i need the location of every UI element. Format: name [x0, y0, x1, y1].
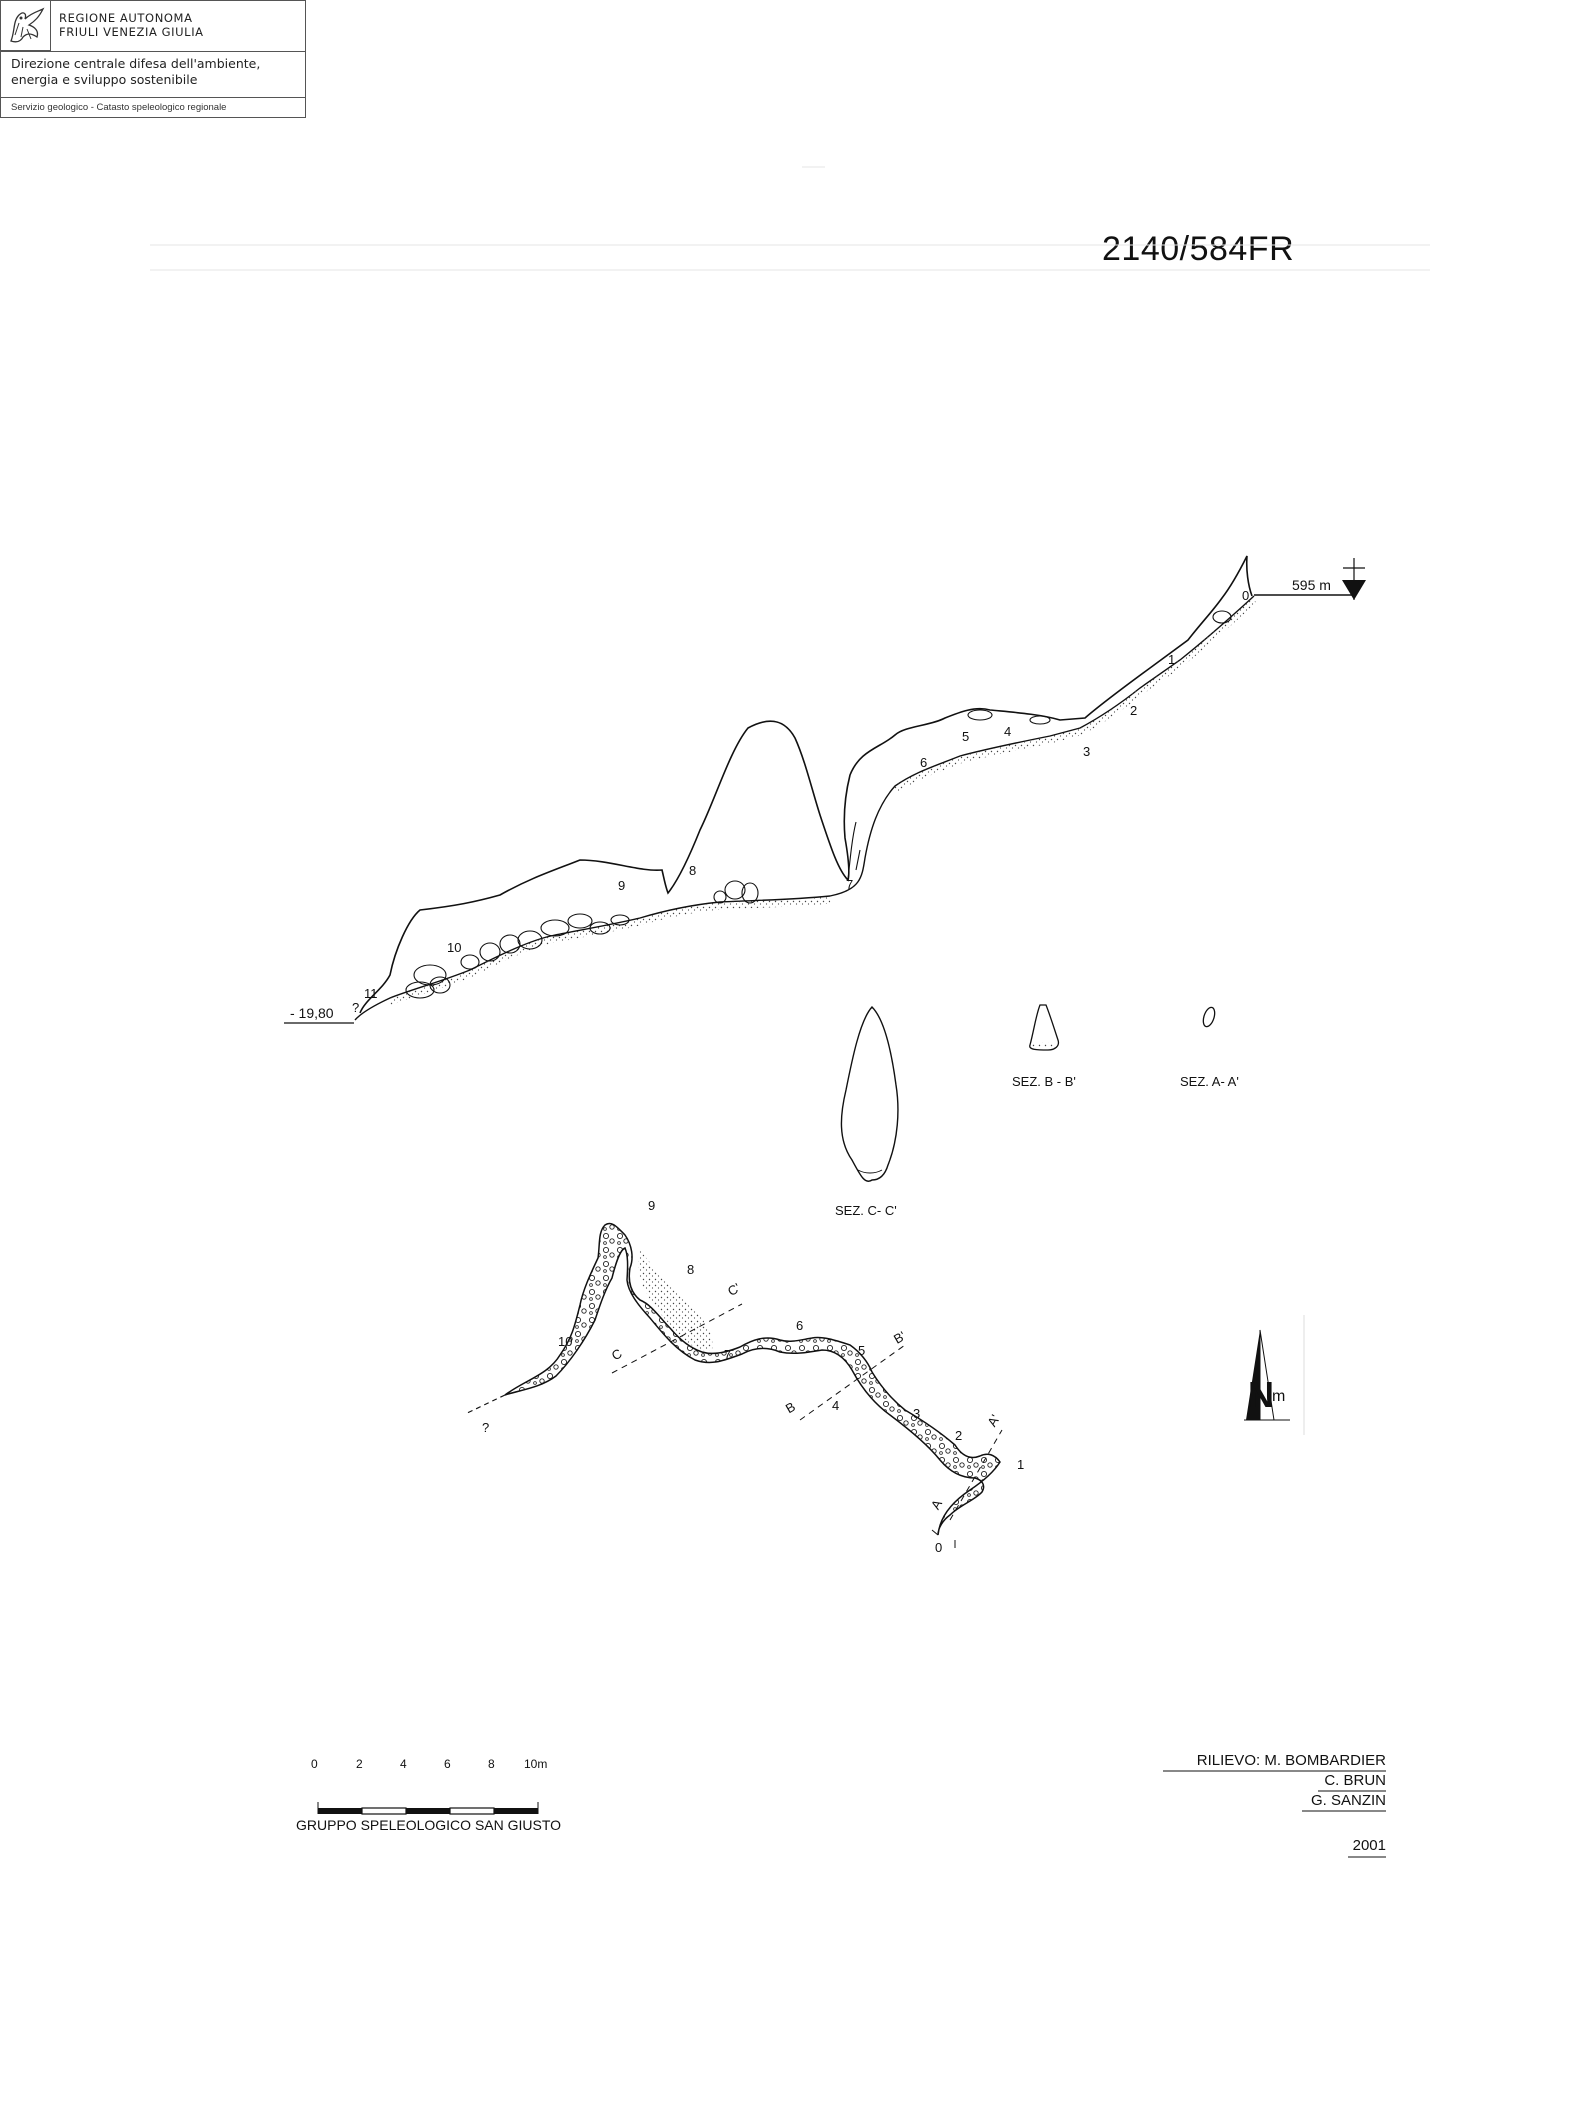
direzione-line2: energia e sviluppo sostenibile [11, 72, 198, 87]
elevation-marker-icon [1342, 558, 1366, 600]
profile-station-5: 5 [962, 729, 970, 744]
scale-tick-2: 2 [356, 1757, 363, 1771]
section-c-label: SEZ. C- C' [835, 1203, 897, 1218]
cave-plan [465, 1223, 1002, 1548]
plan-marker-c: C [608, 1345, 625, 1364]
profile-station-1: 1 [1168, 652, 1176, 667]
plan-station-0: 0 [935, 1540, 943, 1555]
section-c-shape [841, 1007, 898, 1181]
survey-year: 2001 [1352, 1837, 1386, 1854]
profile-station-0: 0 [1242, 588, 1250, 603]
plan-station-6: 6 [796, 1318, 804, 1333]
section-a-shape [1201, 1006, 1217, 1028]
plan-station-4: 4 [832, 1398, 840, 1413]
plan-passage [505, 1223, 1000, 1535]
plan-station-10: 10 [558, 1334, 573, 1349]
profile-station-7: 7 [846, 877, 854, 892]
plan-station-3: 3 [913, 1406, 921, 1421]
plan-station-2: 2 [955, 1428, 963, 1443]
scale-tick-10m: 10m [524, 1757, 548, 1771]
section-a-label: SEZ. A- A' [1180, 1074, 1239, 1089]
plan-station-7: 7 [724, 1347, 732, 1362]
bottom-depth: - 19,80 [290, 1005, 334, 1021]
scan-artifacts [150, 167, 1430, 270]
profile-station-9: 9 [618, 878, 626, 893]
profile-station-6: 6 [920, 755, 928, 770]
region-name-line1: REGIONE AUTONOMA [59, 11, 193, 25]
north-suffix: m [1272, 1388, 1286, 1405]
survey-group: GRUPPO SPELEOLOGICO SAN GIUSTO [296, 1817, 562, 1833]
credit-line1: RILIEVO: M. BOMBARDIER [1196, 1752, 1386, 1769]
profile-station-11: 11 [364, 986, 378, 1001]
plan-marker-b: B [782, 1398, 798, 1417]
credit-line3: G. SANZIN [1310, 1792, 1386, 1809]
plan-marker-a-prime: A' [984, 1411, 1003, 1430]
section-b-shape [1030, 1005, 1059, 1050]
scale-tick-6: 6 [444, 1757, 451, 1771]
profile-station-2: 2 [1130, 703, 1138, 718]
profile-station-3: 3 [1083, 744, 1091, 759]
profile-station-8: 8 [689, 863, 697, 878]
profile-station-10: 10 [447, 940, 462, 955]
entrance-elevation: 595 m [1292, 577, 1331, 593]
section-b-label: SEZ. B - B' [1012, 1074, 1076, 1089]
plan-station-5: 5 [858, 1343, 866, 1358]
breakdown-blocks [406, 611, 1231, 998]
credit-line2: C. BRUN [1324, 1772, 1386, 1789]
scale-tick-4: 4 [400, 1757, 407, 1771]
plan-continuation: ? [482, 1420, 490, 1435]
north-letter: N [1248, 1374, 1274, 1415]
servizio-label: Servizio geologico - Catasto speleologico regionale [11, 102, 227, 113]
profile-ceiling [360, 556, 1252, 1013]
scale-tick-8: 8 [488, 1757, 495, 1771]
scale-bar [318, 1802, 538, 1814]
direzione-line1: Direzione centrale difesa dell'ambiente, [11, 56, 261, 71]
plan-marker-b-prime: B' [890, 1328, 909, 1347]
profile-station-4: 4 [1004, 724, 1012, 739]
bottom-question: ? [352, 1000, 360, 1015]
plan-station-9: 9 [648, 1198, 656, 1213]
plan-station-1: 1 [1017, 1457, 1025, 1472]
region-name-line2: FRIULI VENEZIA GIULIA [59, 25, 204, 39]
profile-floor [355, 596, 1254, 1020]
plan-marker-a: A [927, 1496, 945, 1513]
plan-station-8: 8 [687, 1262, 695, 1277]
scale-tick-0: 0 [311, 1757, 318, 1771]
plan-marker-c-prime: C' [725, 1280, 743, 1299]
cave-catalog-code: 2140/584FR [1102, 230, 1295, 268]
